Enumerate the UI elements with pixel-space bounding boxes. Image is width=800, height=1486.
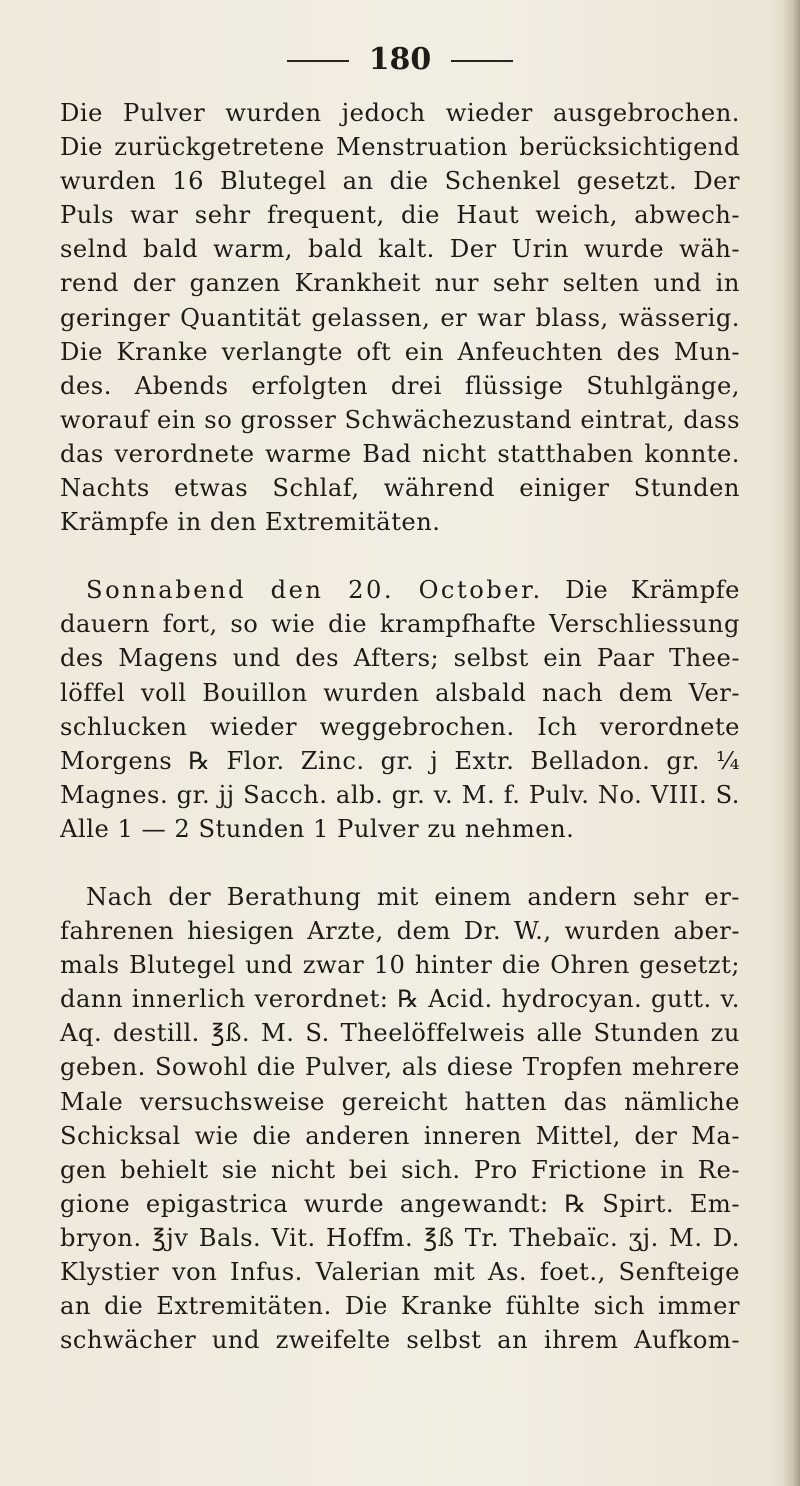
text-line: an die Extremitäten. Die Kranke fühlte sich immer	[60, 1292, 740, 1321]
text-line: Male versuchsweise gereicht hatten das nämliche	[60, 1087, 740, 1116]
text-line: worauf ein so grosser Schwächezustand eintrat, dass	[60, 405, 740, 434]
header-rule-right	[451, 60, 513, 62]
body-text	[60, 96, 740, 1357]
paragraph-gap	[60, 846, 740, 880]
text-line: Morgens ℞ Flor. Zinc. gr. j Extr. Belladon. gr. ¼	[60, 746, 740, 775]
text-line: Klystier von Infus. Valerian mit As. foet., Senfteige	[60, 1258, 740, 1286]
text-line: Die Pulver wurden jedoch wieder ausgebrochen.	[60, 99, 740, 127]
text-line: gione epigastrica wurde angewandt: ℞ Spirt. Em-	[60, 1189, 740, 1218]
text-line: rend der ganzen Krankheit nur sehr selten und in	[60, 269, 740, 298]
page-header	[0, 42, 800, 78]
text-line: Nachts etwas Schlaf, während einiger Stunden	[60, 474, 740, 503]
text-line: gen behielt sie nicht bei sich. Pro Frictione in Re-	[60, 1155, 740, 1184]
text-line: schwächer und zweifelte selbst an ihrem Aufkom-	[60, 1326, 740, 1355]
text-line: das verordnete warme Bad nicht statthaben konnte.	[60, 439, 740, 468]
header-rule-left	[287, 60, 349, 62]
text-line-fragment: Die Krämpfe	[565, 576, 740, 605]
dated-entry-first-line	[60, 573, 740, 607]
text-line: geringer Quantität gelassen, er war blass, wässerig.	[60, 303, 740, 332]
text-line: geben. Sowohl die Pulver, als diese Tropfen mehrere	[60, 1053, 740, 1082]
text-line: Schicksal wie die anderen inneren Mittel, der Ma-	[60, 1121, 740, 1150]
text-line: mals Blutegel und zwar 10 hinter die Ohren gesetzt;	[60, 951, 740, 980]
text-line: Puls war sehr frequent, die Haut weich, abwech-	[60, 201, 740, 230]
text-line: Magnes. gr. jj Sacch. alb. gr. v. M. f. Pulv. No. VIII. S.	[60, 780, 740, 809]
text-line: fahrenen hiesigen Arzte, dem Dr. W., wurden aber-	[60, 917, 740, 946]
text-line: des. Abends erfolgten drei flüssige Stuhlgänge,	[60, 371, 740, 400]
text-line: selnd bald warm, bald kalt. Der Urin wurde wäh-	[60, 235, 740, 264]
text-line: dauern fort, so wie die krampfhafte Verschliessung	[60, 610, 740, 639]
text-line: Die zurückgetretene Menstruation berücksichtigend	[60, 133, 740, 162]
text-line: Aq. destill. ℥ß. M. S. Theelöffelweis alle Stunden zu	[60, 1019, 740, 1048]
text-line: Die Kranke verlangte oft ein Anfeuchten des Mun-	[60, 337, 740, 366]
text-line: schlucken wieder weggebrochen. Ich verordnete	[60, 712, 740, 741]
page-edge-shadow	[782, 0, 800, 1486]
text-line: bryon. ℥jv Bals. Vit. Hoffm. ℥ß Tr. Thebaïc. ʒj. M. D.	[60, 1223, 740, 1252]
text-line: löffel voll Bouillon wurden alsbald nach dem Ver-	[60, 678, 740, 707]
text-line: Alle 1 — 2 Stunden 1 Pulver zu nehmen.	[60, 814, 575, 843]
page-number: 180	[368, 42, 432, 77]
paragraph-gap	[60, 539, 740, 573]
text-line: Nach der Berathung mit einem andern sehr er-	[86, 882, 740, 911]
text-line: dann innerlich verordnet: ℞ Acid. hydrocyan. gutt. v.	[60, 985, 740, 1014]
text-line: des Magens und des Afters; selbst ein Paar Thee-	[60, 644, 740, 673]
text-line: Krämpfe in den Extremitäten.	[60, 508, 441, 537]
text-line: wurden 16 Blutegel an die Schenkel gesetzt. Der	[60, 167, 740, 196]
entry-date-heading: Sonnabend den 20. October.	[86, 576, 543, 605]
